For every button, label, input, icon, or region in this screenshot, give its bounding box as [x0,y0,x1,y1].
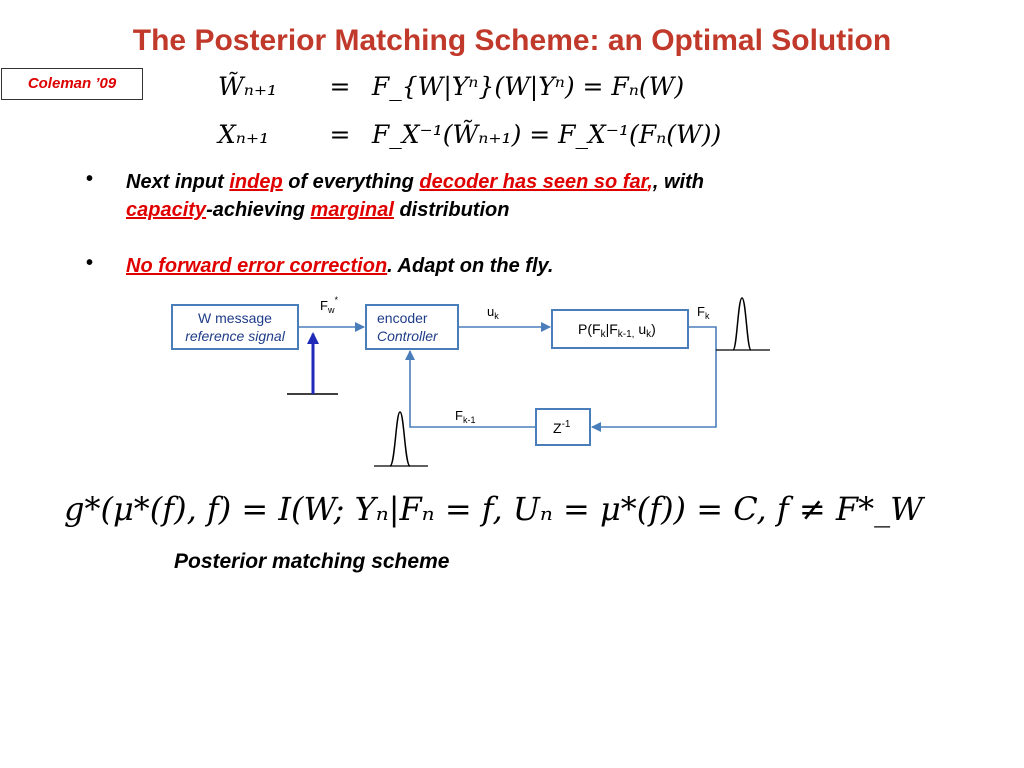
block-diagram [0,290,1024,490]
label-fk1: $F_{k-1}$ [455,408,476,425]
encoder-line2: Controller [377,328,438,344]
label-fk: $F_k$ [697,304,710,321]
equation-2 [218,120,721,149]
bullet-dot: • [86,252,94,274]
text-span: -achieving [206,199,311,221]
message-box-line1: W message [198,310,272,326]
highlight-no-fec: No forward error correction [126,255,388,277]
comma-span: , [647,171,653,193]
channel-label: $P(F_k|F_{k-1,}$ $u_k$) [578,321,656,340]
label-uk: $u_k$ [487,304,499,321]
citation-box: Coleman ’09 [1,68,143,100]
right-dist-curve [733,298,751,350]
message-box-line2: reference signal [185,328,285,344]
eq1-equals: = [329,72,351,101]
eq2-rhs: F_X⁻¹(W̃ₙ₊₁) = F_X⁻¹(Fₙ(W)) [371,120,722,149]
bullet-dot: • [86,168,94,190]
delay-label: $Z^{-1}$ [553,419,571,436]
equation-1 [218,72,684,101]
highlight-decoder: decoder has seen so far [419,171,648,193]
bullet-2-text [126,252,886,280]
text-span: distribution [393,199,510,221]
text-span: Next input [126,171,230,193]
highlight-indep: indep [229,171,283,193]
text-span: of everything [282,171,420,193]
label-fw: $F_w^*$ [320,295,338,315]
highlight-capacity: capacity [126,199,207,221]
highlight-marginal: marginal [310,199,394,221]
slide-title: The Posterior Matching Scheme: an Optimal Solution [132,24,892,57]
bottom-dist-curve [390,412,410,466]
encoder-line1: encoder [377,310,428,326]
eq2-equals: = [329,120,351,149]
text-span: . Adapt on the fly. [387,255,554,277]
bullet-1-text [126,168,886,224]
caption: Posterior matching scheme [174,550,450,573]
eq2-lhs: Xₙ₊₁ [218,120,270,149]
eq1-rhs: F_{W|Yⁿ}(W|Yⁿ) = Fₙ(W) [371,72,685,101]
text-span: , with [652,171,704,193]
eq1-lhs: W̃ₙ₊₁ [218,72,278,101]
main-equation: g*(μ*(f), f) = I(W; Yₙ|Fₙ = f, Uₙ = μ*(f)) = C, f ≠ F*_W [64,490,923,528]
